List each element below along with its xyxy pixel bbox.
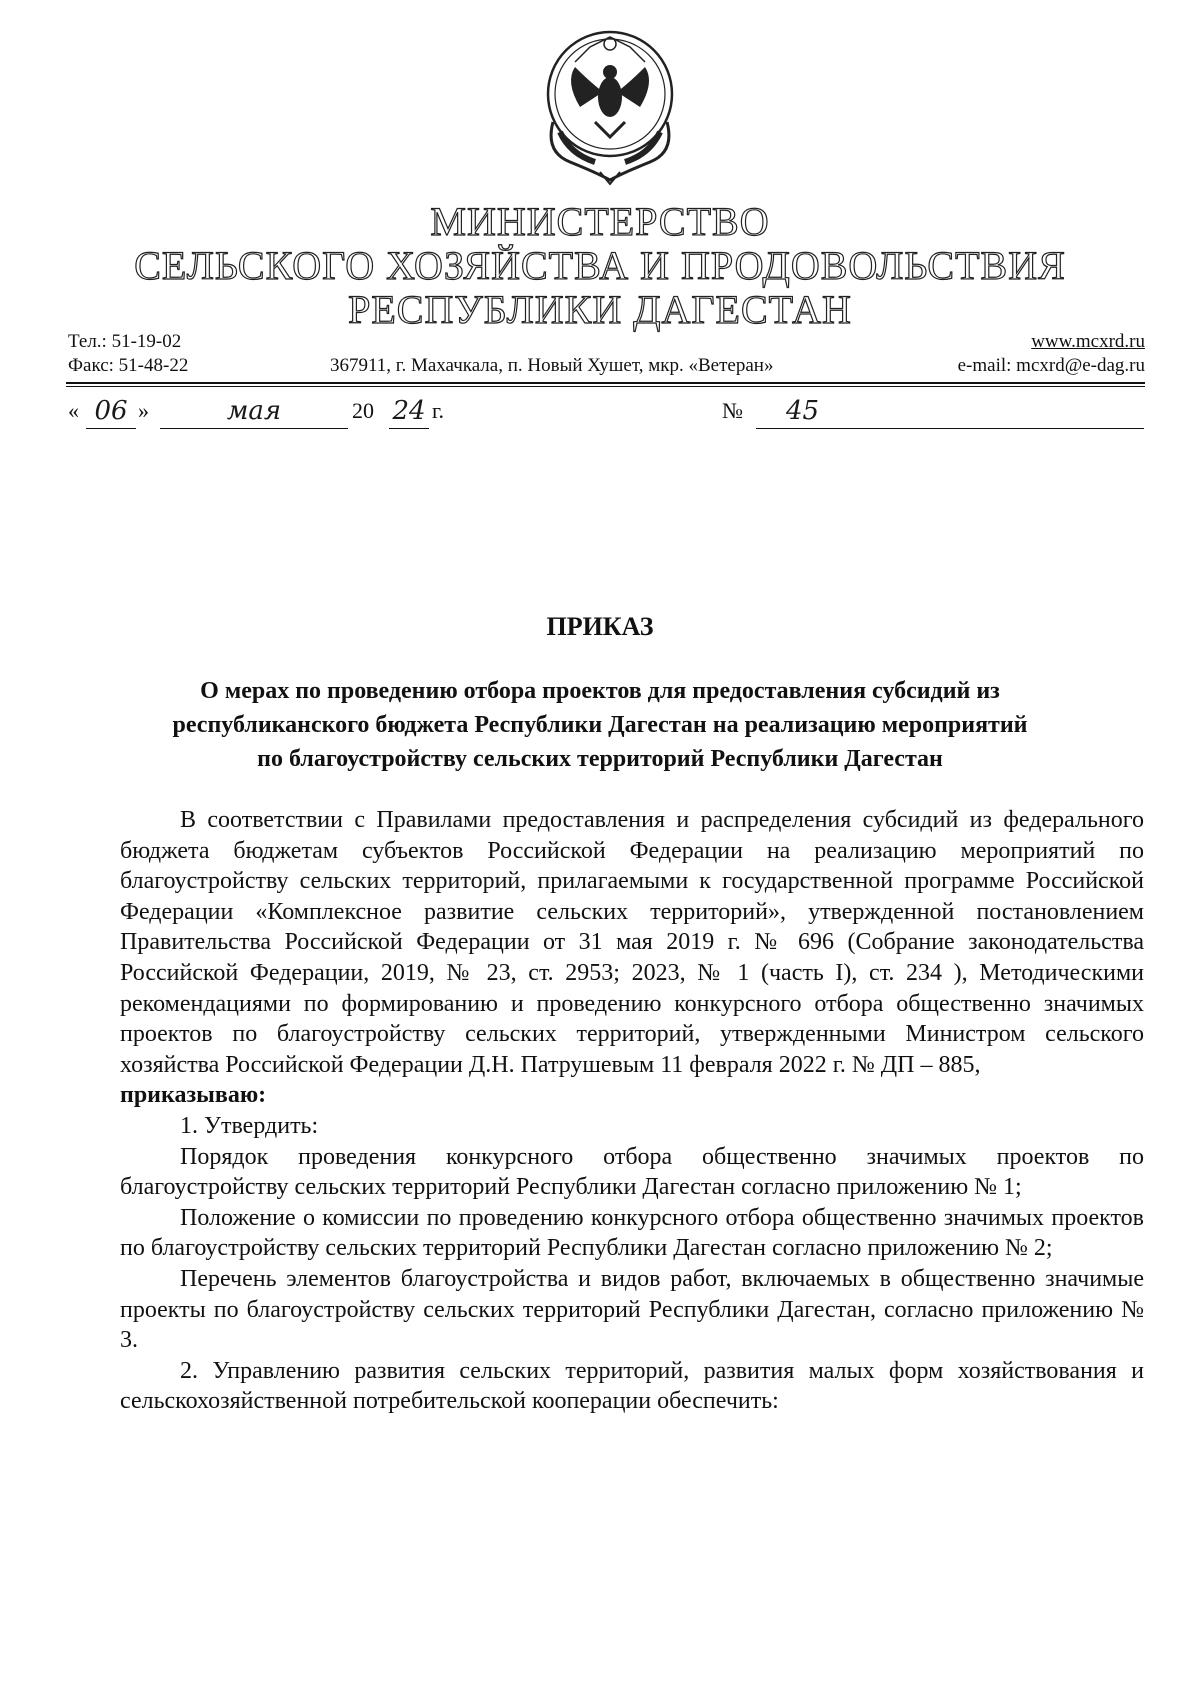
header-divider-thick — [66, 382, 1145, 384]
website-link[interactable]: www.mcxrd.ru — [1031, 331, 1145, 352]
subject-line-1: О мерах по проведению отбора проектов для предоставления субсидий из — [200, 678, 1000, 704]
item-2: 2. Управлению развития сельских территорий, развития малых форм хозяйствования и сельскохозяйственной потребительской кооперации обеспечить: — [120, 1357, 1144, 1415]
ministry-name-line-1: МИНИСТЕРСТВО — [430, 199, 770, 244]
item-1-c: Перечень элементов благоустройства и видов работ, включаемых в общественно значимые проекты по благоустройству сельских территорий Республики Дагестан, согласно приложению № 3. — [120, 1265, 1144, 1354]
order-word: приказываю: — [120, 1082, 267, 1109]
date-year-suffix: г. — [432, 398, 445, 423]
telephone: Тел.: 51-19-02 — [68, 331, 182, 352]
date-close-quote: » — [138, 398, 149, 423]
ministry-name-line-3: РЕСПУБЛИКИ ДАГЕСТАН — [348, 287, 852, 332]
email-address: e-mail: mcxrd@e-dag.ru — [957, 355, 1145, 376]
header-divider-thin — [66, 386, 1145, 387]
date-year-handwritten: 24 — [389, 394, 429, 429]
subject-line-2: республиканского бюджета Республики Дагестан на реализацию мероприятий — [172, 712, 1028, 738]
fax: Факс: 51-48-22 — [68, 355, 189, 376]
date-month: мая — [160, 394, 348, 429]
item-1-b: Положение о комиссии по проведению конкурсного отбора общественно значимых проектов по благоустройству сельских территорий Республики Дагестан согласно приложению № 2; — [120, 1204, 1144, 1262]
item-1-a: Порядок проведения конкурсного отбора общественно значимых проектов по благоустройству сельских территорий Республики Дагестан согласно приложению № 1; — [120, 1143, 1144, 1201]
document-body — [120, 805, 1144, 1417]
order-number: 45 — [756, 394, 1144, 429]
address: 367911, г. Махачкала, п. Новый Хушет, мкр. «Ветеран» — [330, 355, 774, 376]
subject-line-3: по благоустройству сельских территорий Республики Дагестан — [257, 746, 943, 772]
date-year-prefix: 20 — [352, 398, 374, 423]
date-day: 06 — [86, 394, 136, 429]
order-number-label: № — [722, 398, 743, 423]
document-subject — [100, 674, 1100, 776]
coat-of-arms-emblem — [535, 22, 685, 187]
ministry-name-line-2: СЕЛЬСКОГО ХОЗЯЙСТВА И ПРОДОВОЛЬСТВИЯ — [134, 243, 1066, 288]
document-title: ПРИКАЗ — [546, 612, 654, 641]
date-open-quote: « — [68, 398, 79, 423]
item-1: 1. Утвердить: — [180, 1112, 319, 1139]
preamble-paragraph: В соответствии с Правилами предоставления и распределения субсидий из федерального бюджета бюджетам субъектов Российской Федерации на реализацию мероприятий по благоустройству сельских территорий, прилагаемыми к государственной программе Российской Федерации «Комплексное развитие сельских территорий», утвержденной постановлением Правительства Российской Федерации от 31 мая 2019 г. № 696 (Собрание законодательства Российской Федерации, 2019, № 23, ст. 2953; 2023, № 1 (часть I), ст. 234 ), Методическими рекомендациями по формированию и проведению конкурсного отбора общественно значимых проектов по благоустройству сельских территорий, утвержденными Министром сельского хозяйства Российской Федерации Д.Н. Патрушевым 11 февраля 2022 г. № ДП – 885, — [120, 807, 1144, 1078]
